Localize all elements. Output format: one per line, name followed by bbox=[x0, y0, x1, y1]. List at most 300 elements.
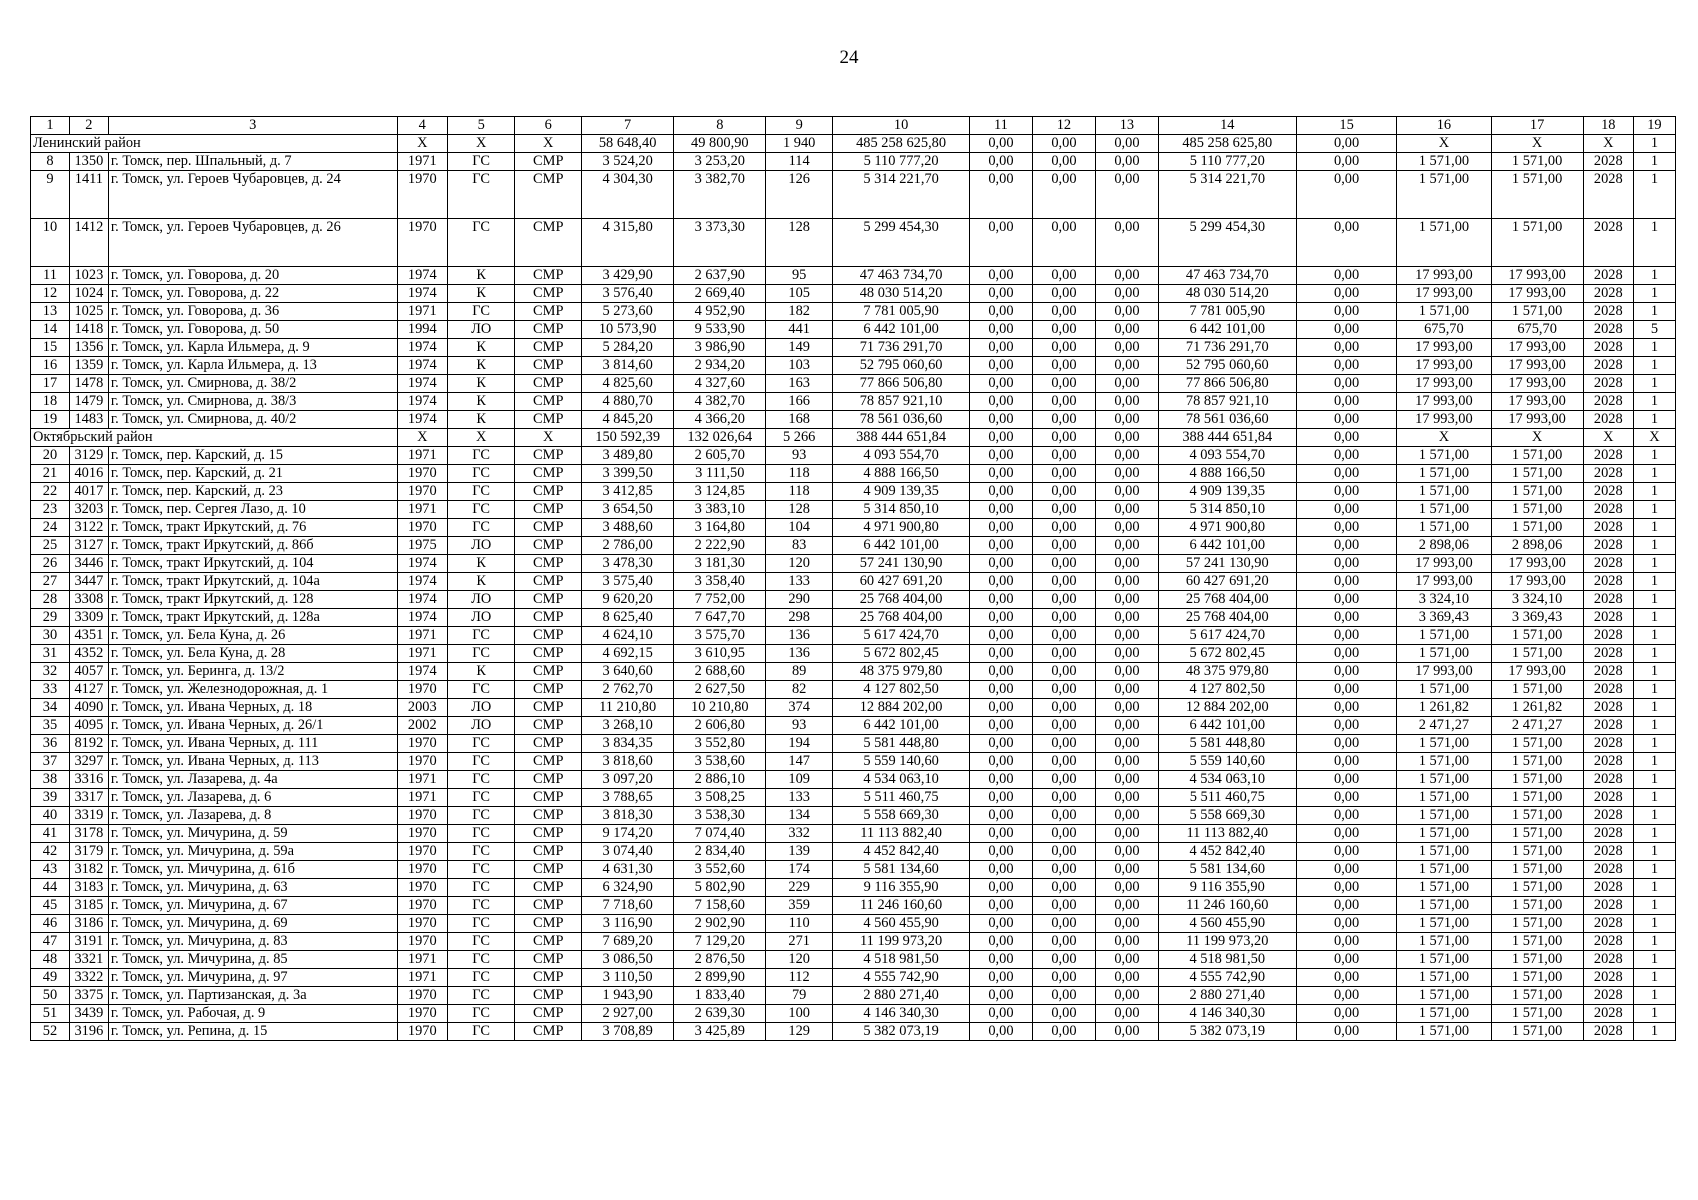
table-cell: 5 284,20 bbox=[582, 339, 674, 357]
table-cell: 1 571,00 bbox=[1491, 303, 1583, 321]
table-cell: 9 620,20 bbox=[582, 591, 674, 609]
table-cell: 2 762,70 bbox=[582, 681, 674, 699]
table-cell: 3 181,30 bbox=[674, 555, 766, 573]
table-cell: 17 993,00 bbox=[1491, 411, 1583, 429]
table-cell: 0,00 bbox=[1032, 969, 1096, 987]
address-cell: г. Томск, ул. Ивана Черных, д. 26/1 bbox=[108, 717, 397, 735]
table-cell: СМР bbox=[515, 483, 582, 501]
table-cell: 3 369,43 bbox=[1491, 609, 1583, 627]
table-cell: 3316 bbox=[69, 771, 108, 789]
column-number: 2 bbox=[69, 117, 108, 135]
district-total-cell: X bbox=[447, 135, 515, 153]
table-cell: 1 bbox=[1633, 267, 1675, 285]
table-cell: 5 581 134,60 bbox=[832, 861, 969, 879]
table-cell: 2028 bbox=[1583, 171, 1633, 219]
table-cell: 78 857 921,10 bbox=[1158, 393, 1296, 411]
district-total-cell: X bbox=[1491, 429, 1583, 447]
table-cell: ГС bbox=[447, 897, 515, 915]
table-cell: 0,00 bbox=[970, 573, 1032, 591]
table-cell: 47 bbox=[31, 933, 70, 951]
table-cell: 1 571,00 bbox=[1397, 645, 1491, 663]
table-cell: 1974 bbox=[397, 609, 447, 627]
table-cell: 3 610,95 bbox=[674, 645, 766, 663]
table-cell: 0,00 bbox=[1032, 627, 1096, 645]
table-cell: 118 bbox=[766, 483, 833, 501]
district-total-cell: 388 444 651,84 bbox=[832, 429, 969, 447]
table-cell: СМР bbox=[515, 519, 582, 537]
table-cell: 0,00 bbox=[970, 753, 1032, 771]
district-total-cell: X bbox=[1583, 429, 1633, 447]
table-cell: 1 571,00 bbox=[1491, 879, 1583, 897]
table-cell: 3 478,30 bbox=[582, 555, 674, 573]
table-cell: 1 571,00 bbox=[1491, 1005, 1583, 1023]
table-cell: 1 bbox=[1633, 411, 1675, 429]
table-cell: СМР bbox=[515, 573, 582, 591]
district-total-cell: X bbox=[397, 429, 447, 447]
table-cell: 0,00 bbox=[970, 1023, 1032, 1041]
table-cell: СМР bbox=[515, 933, 582, 951]
district-total-cell: X bbox=[515, 429, 582, 447]
table-cell: СМР bbox=[515, 375, 582, 393]
table-cell: 1 571,00 bbox=[1397, 987, 1491, 1005]
table-cell: 0,00 bbox=[1096, 843, 1158, 861]
table-cell: 3 429,90 bbox=[582, 267, 674, 285]
table-cell: 3 358,40 bbox=[674, 573, 766, 591]
table-cell: 12 bbox=[31, 285, 70, 303]
table-cell: 0,00 bbox=[1296, 879, 1396, 897]
table-cell: 1 bbox=[1633, 807, 1675, 825]
table-cell: 139 bbox=[766, 843, 833, 861]
table-cell: 3183 bbox=[69, 879, 108, 897]
table-cell: 0,00 bbox=[1296, 717, 1396, 735]
address-cell: г. Томск, ул. Карла Ильмера, д. 13 bbox=[108, 357, 397, 375]
column-number: 8 bbox=[674, 117, 766, 135]
table-cell: СМР bbox=[515, 465, 582, 483]
table-cell: 43 bbox=[31, 861, 70, 879]
table-cell: 2028 bbox=[1583, 267, 1633, 285]
table-cell: 0,00 bbox=[970, 609, 1032, 627]
table-cell: 5 558 669,30 bbox=[832, 807, 969, 825]
table-cell: 17 993,00 bbox=[1397, 357, 1491, 375]
table-cell: 1 571,00 bbox=[1397, 861, 1491, 879]
table-cell: 0,00 bbox=[1032, 375, 1096, 393]
table-cell: 6 442 101,00 bbox=[832, 321, 969, 339]
table-cell: 4090 bbox=[69, 699, 108, 717]
table-cell: 3 097,20 bbox=[582, 771, 674, 789]
table-cell: 0,00 bbox=[970, 825, 1032, 843]
table-row bbox=[31, 735, 1676, 753]
table-cell: СМР bbox=[515, 861, 582, 879]
address-cell: г. Томск, ул. Мичурина, д. 97 bbox=[108, 969, 397, 987]
table-cell: 3178 bbox=[69, 825, 108, 843]
table-cell: СМР bbox=[515, 501, 582, 519]
table-cell: СМР bbox=[515, 789, 582, 807]
address-cell: г. Томск, ул. Лазарева, д. 4а bbox=[108, 771, 397, 789]
district-total-cell: 485 258 625,80 bbox=[1158, 135, 1296, 153]
table-cell: 17 993,00 bbox=[1397, 555, 1491, 573]
table-cell: 37 bbox=[31, 753, 70, 771]
table-cell: 36 bbox=[31, 735, 70, 753]
address-cell: г. Томск, ул. Бела Куна, д. 28 bbox=[108, 645, 397, 663]
table-cell: 3 575,40 bbox=[582, 573, 674, 591]
table-cell: 2028 bbox=[1583, 1023, 1633, 1041]
table-cell: 1 571,00 bbox=[1491, 1023, 1583, 1041]
table-cell: 0,00 bbox=[1096, 375, 1158, 393]
district-name: Ленинский район bbox=[31, 135, 398, 153]
column-number: 10 bbox=[832, 117, 969, 135]
table-cell: 11 bbox=[31, 267, 70, 285]
district-total-cell: X bbox=[1491, 135, 1583, 153]
table-row bbox=[31, 1005, 1676, 1023]
table-cell: 26 bbox=[31, 555, 70, 573]
table-cell: 118 bbox=[766, 465, 833, 483]
table-cell: 5 559 140,60 bbox=[832, 753, 969, 771]
table-cell: 1 571,00 bbox=[1397, 501, 1491, 519]
table-cell: СМР bbox=[515, 663, 582, 681]
table-cell: 0,00 bbox=[1032, 735, 1096, 753]
table-cell: СМР bbox=[515, 645, 582, 663]
table-cell: 42 bbox=[31, 843, 70, 861]
table-cell: 2028 bbox=[1583, 717, 1633, 735]
table-cell: 2 876,50 bbox=[674, 951, 766, 969]
table-cell: СМР bbox=[515, 393, 582, 411]
address-cell: г. Томск, ул. Мичурина, д. 85 bbox=[108, 951, 397, 969]
table-row bbox=[31, 897, 1676, 915]
table-cell: ГС bbox=[447, 987, 515, 1005]
table-cell: 133 bbox=[766, 573, 833, 591]
table-cell: 0,00 bbox=[1032, 897, 1096, 915]
table-cell: 0,00 bbox=[1032, 915, 1096, 933]
table-cell: 1 571,00 bbox=[1397, 465, 1491, 483]
table-cell: СМР bbox=[515, 153, 582, 171]
table-cell: 5 617 424,70 bbox=[832, 627, 969, 645]
table-cell: 8 bbox=[31, 153, 70, 171]
table-cell: СМР bbox=[515, 969, 582, 987]
table-cell: 0,00 bbox=[970, 339, 1032, 357]
table-cell: 93 bbox=[766, 447, 833, 465]
table-cell: 17 993,00 bbox=[1491, 285, 1583, 303]
address-cell: г. Томск, тракт Иркутский, д. 128 bbox=[108, 591, 397, 609]
table-cell: 1974 bbox=[397, 375, 447, 393]
table-cell: 7 781 005,90 bbox=[1158, 303, 1296, 321]
table-cell: 6 442 101,00 bbox=[1158, 321, 1296, 339]
table-cell: 5 672 802,45 bbox=[1158, 645, 1296, 663]
table-cell: 0,00 bbox=[1096, 897, 1158, 915]
table-cell: 1 571,00 bbox=[1491, 825, 1583, 843]
table-cell: 4 366,20 bbox=[674, 411, 766, 429]
table-cell: 2028 bbox=[1583, 153, 1633, 171]
table-cell: 109 bbox=[766, 771, 833, 789]
table-cell: 5 558 669,30 bbox=[1158, 807, 1296, 825]
table-cell: 2028 bbox=[1583, 573, 1633, 591]
table-cell: 0,00 bbox=[1096, 933, 1158, 951]
district-total-cell: 0,00 bbox=[1032, 429, 1096, 447]
table-cell: 675,70 bbox=[1397, 321, 1491, 339]
table-cell: 2028 bbox=[1583, 609, 1633, 627]
table-cell: 0,00 bbox=[970, 951, 1032, 969]
table-cell: 1 571,00 bbox=[1491, 951, 1583, 969]
table-cell: ЛО bbox=[447, 717, 515, 735]
table-cell: 0,00 bbox=[970, 771, 1032, 789]
table-cell: 10 210,80 bbox=[674, 699, 766, 717]
table-cell: 4 845,20 bbox=[582, 411, 674, 429]
table-cell: 24 bbox=[31, 519, 70, 537]
table-row bbox=[31, 879, 1676, 897]
table-cell: 3185 bbox=[69, 897, 108, 915]
table-cell: 1971 bbox=[397, 447, 447, 465]
table-cell: 7 752,00 bbox=[674, 591, 766, 609]
table-cell: 0,00 bbox=[1096, 753, 1158, 771]
table-cell: 0,00 bbox=[970, 897, 1032, 915]
table-cell: 5 299 454,30 bbox=[1158, 219, 1296, 267]
table-cell: 3 074,40 bbox=[582, 843, 674, 861]
table-cell: 0,00 bbox=[1096, 1005, 1158, 1023]
table-row bbox=[31, 591, 1676, 609]
table-cell: 46 bbox=[31, 915, 70, 933]
table-cell: ЛО bbox=[447, 609, 515, 627]
table-cell: 3 124,85 bbox=[674, 483, 766, 501]
table-cell: 18 bbox=[31, 393, 70, 411]
table-cell: 1 571,00 bbox=[1397, 897, 1491, 915]
table-cell: 0,00 bbox=[1032, 501, 1096, 519]
table-cell: СМР bbox=[515, 357, 582, 375]
table-cell: ГС bbox=[447, 789, 515, 807]
table-cell: 166 bbox=[766, 393, 833, 411]
table-cell: 1970 bbox=[397, 1023, 447, 1041]
table-cell: 163 bbox=[766, 375, 833, 393]
table-cell: СМР bbox=[515, 753, 582, 771]
table-row bbox=[31, 825, 1676, 843]
table-cell: 1971 bbox=[397, 771, 447, 789]
table-cell: 5 581 448,80 bbox=[832, 735, 969, 753]
table-cell: 2028 bbox=[1583, 681, 1633, 699]
address-cell: г. Томск, ул. Ивана Черных, д. 113 bbox=[108, 753, 397, 771]
table-cell: 4 631,30 bbox=[582, 861, 674, 879]
table-cell: 0,00 bbox=[1096, 267, 1158, 285]
table-cell: 0,00 bbox=[1296, 555, 1396, 573]
table-cell: 1 bbox=[1633, 771, 1675, 789]
table-cell: 1 bbox=[1633, 171, 1675, 219]
table-cell: 25 bbox=[31, 537, 70, 555]
table-cell: 44 bbox=[31, 879, 70, 897]
table-cell: 2028 bbox=[1583, 555, 1633, 573]
address-cell: г. Томск, ул. Рабочая, д. 9 bbox=[108, 1005, 397, 1023]
table-cell: СМР bbox=[515, 171, 582, 219]
table-cell: 1 571,00 bbox=[1491, 807, 1583, 825]
table-cell: 0,00 bbox=[1032, 465, 1096, 483]
table-cell: 0,00 bbox=[1096, 591, 1158, 609]
table-cell: 83 bbox=[766, 537, 833, 555]
address-cell: г. Томск, ул. Мичурина, д. 59а bbox=[108, 843, 397, 861]
table-cell: 93 bbox=[766, 717, 833, 735]
table-cell: 1970 bbox=[397, 825, 447, 843]
table-cell: 1 571,00 bbox=[1397, 153, 1491, 171]
table-cell: 2028 bbox=[1583, 465, 1633, 483]
table-cell: 4017 bbox=[69, 483, 108, 501]
table-cell: 4 534 063,10 bbox=[1158, 771, 1296, 789]
table-cell: 3308 bbox=[69, 591, 108, 609]
table-cell: 1 571,00 bbox=[1397, 879, 1491, 897]
table-cell: 8192 bbox=[69, 735, 108, 753]
table-cell: 1 bbox=[1633, 537, 1675, 555]
column-number: 15 bbox=[1296, 117, 1396, 135]
table-cell: 17 993,00 bbox=[1491, 357, 1583, 375]
table-cell: 3 253,20 bbox=[674, 153, 766, 171]
table-cell: 1412 bbox=[69, 219, 108, 267]
table-cell: 0,00 bbox=[1032, 825, 1096, 843]
address-cell: г. Томск, тракт Иркутский, д. 76 bbox=[108, 519, 397, 537]
table-cell: 32 bbox=[31, 663, 70, 681]
table-cell: 1 bbox=[1633, 717, 1675, 735]
table-cell: 7 781 005,90 bbox=[832, 303, 969, 321]
table-cell: 9 bbox=[31, 171, 70, 219]
table-cell: СМР bbox=[515, 951, 582, 969]
table-cell: 0,00 bbox=[970, 303, 1032, 321]
table-cell: 1 bbox=[1633, 789, 1675, 807]
table-cell: 0,00 bbox=[1032, 879, 1096, 897]
table-cell: 3 708,89 bbox=[582, 1023, 674, 1041]
column-number: 19 bbox=[1633, 117, 1675, 135]
table-cell: 5 382 073,19 bbox=[832, 1023, 969, 1041]
table-cell: 2028 bbox=[1583, 663, 1633, 681]
table-cell: 4 555 742,90 bbox=[1158, 969, 1296, 987]
column-number: 16 bbox=[1397, 117, 1491, 135]
table-cell: 7 074,40 bbox=[674, 825, 766, 843]
table-cell: 120 bbox=[766, 555, 833, 573]
table-cell: 3309 bbox=[69, 609, 108, 627]
address-cell: г. Томск, ул. Говорова, д. 20 bbox=[108, 267, 397, 285]
table-row bbox=[31, 171, 1676, 219]
table-cell: 0,00 bbox=[1032, 609, 1096, 627]
table-cell: 71 736 291,70 bbox=[1158, 339, 1296, 357]
column-number: 1 bbox=[31, 117, 70, 135]
table-cell: 0,00 bbox=[1296, 735, 1396, 753]
table-cell: ГС bbox=[447, 219, 515, 267]
table-cell: 1 943,90 bbox=[582, 987, 674, 1005]
table-cell: 332 bbox=[766, 825, 833, 843]
table-cell: СМР bbox=[515, 627, 582, 645]
table-cell: 2 471,27 bbox=[1397, 717, 1491, 735]
table-cell: К bbox=[447, 339, 515, 357]
table-cell: 0,00 bbox=[970, 411, 1032, 429]
address-cell: г. Томск, тракт Иркутский, д. 104а bbox=[108, 573, 397, 591]
table-cell: 0,00 bbox=[1096, 825, 1158, 843]
table-cell: 78 561 036,60 bbox=[1158, 411, 1296, 429]
district-total-cell: X bbox=[1583, 135, 1633, 153]
table-row bbox=[31, 519, 1676, 537]
table-cell: 0,00 bbox=[970, 285, 1032, 303]
table-cell: 1 bbox=[1633, 465, 1675, 483]
table-cell: СМР bbox=[515, 267, 582, 285]
table-cell: 1483 bbox=[69, 411, 108, 429]
table-cell: 4 825,60 bbox=[582, 375, 674, 393]
table-cell: 1 571,00 bbox=[1397, 771, 1491, 789]
table-cell: 4 624,10 bbox=[582, 627, 674, 645]
table-cell: 3 489,80 bbox=[582, 447, 674, 465]
table-cell: 2 222,90 bbox=[674, 537, 766, 555]
table-cell: 1 571,00 bbox=[1397, 951, 1491, 969]
table-cell: 3 373,30 bbox=[674, 219, 766, 267]
table-cell: ЛО bbox=[447, 591, 515, 609]
table-cell: 0,00 bbox=[970, 153, 1032, 171]
table-cell: К bbox=[447, 393, 515, 411]
table-cell: 4 692,15 bbox=[582, 645, 674, 663]
table-cell: 48 375 979,80 bbox=[832, 663, 969, 681]
table-cell: 1 bbox=[1633, 933, 1675, 951]
table-cell: 1974 bbox=[397, 339, 447, 357]
table-cell: 48 030 514,20 bbox=[832, 285, 969, 303]
table-cell: 1 571,00 bbox=[1397, 219, 1491, 267]
table-cell: 128 bbox=[766, 219, 833, 267]
table-cell: СМР bbox=[515, 321, 582, 339]
district-total-cell: 0,00 bbox=[1096, 429, 1158, 447]
table-cell: 5 110 777,20 bbox=[1158, 153, 1296, 171]
table-cell: 3 425,89 bbox=[674, 1023, 766, 1041]
table-cell: ГС bbox=[447, 447, 515, 465]
table-row bbox=[31, 951, 1676, 969]
table-cell: ГС bbox=[447, 879, 515, 897]
table-cell: 2028 bbox=[1583, 627, 1633, 645]
table-cell: 1023 bbox=[69, 267, 108, 285]
table-cell: 194 bbox=[766, 735, 833, 753]
table-cell: 3447 bbox=[69, 573, 108, 591]
table-cell: ЛО bbox=[447, 537, 515, 555]
table-cell: 0,00 bbox=[1296, 933, 1396, 951]
table-cell: 0,00 bbox=[1296, 537, 1396, 555]
table-cell: 4 452 842,40 bbox=[1158, 843, 1296, 861]
table-cell: 3446 bbox=[69, 555, 108, 573]
column-number: 14 bbox=[1158, 117, 1296, 135]
table-cell: 0,00 bbox=[1032, 321, 1096, 339]
table-cell: 147 bbox=[766, 753, 833, 771]
table-cell: 17 993,00 bbox=[1491, 573, 1583, 591]
table-cell: 17 993,00 bbox=[1397, 573, 1491, 591]
table-cell: 1 571,00 bbox=[1491, 771, 1583, 789]
table-cell: 2 886,10 bbox=[674, 771, 766, 789]
table-cell: 1970 bbox=[397, 735, 447, 753]
column-number: 17 bbox=[1491, 117, 1583, 135]
table-cell: 3 110,50 bbox=[582, 969, 674, 987]
table-cell: 0,00 bbox=[1032, 1005, 1096, 1023]
table-cell: 0,00 bbox=[1296, 375, 1396, 393]
column-number: 18 bbox=[1583, 117, 1633, 135]
table-row bbox=[31, 969, 1676, 987]
table-cell: 4 382,70 bbox=[674, 393, 766, 411]
table-cell: 0,00 bbox=[1032, 411, 1096, 429]
table-row bbox=[31, 465, 1676, 483]
table-cell: 0,00 bbox=[1096, 537, 1158, 555]
table-cell: 2028 bbox=[1583, 789, 1633, 807]
table-cell: 2028 bbox=[1583, 933, 1633, 951]
table-cell: 2028 bbox=[1583, 339, 1633, 357]
table-cell: 39 bbox=[31, 789, 70, 807]
table-cell: 1025 bbox=[69, 303, 108, 321]
table-cell: 23 bbox=[31, 501, 70, 519]
table-cell: 9 174,20 bbox=[582, 825, 674, 843]
table-cell: 2028 bbox=[1583, 807, 1633, 825]
table-cell: 1970 bbox=[397, 843, 447, 861]
table-cell: ГС bbox=[447, 171, 515, 219]
table-cell: 0,00 bbox=[1096, 879, 1158, 897]
table-cell: 1970 bbox=[397, 465, 447, 483]
table-cell: 41 bbox=[31, 825, 70, 843]
table-cell: 2028 bbox=[1583, 285, 1633, 303]
table-cell: 2028 bbox=[1583, 987, 1633, 1005]
table-cell: 1 bbox=[1633, 969, 1675, 987]
table-cell: 0,00 bbox=[1096, 555, 1158, 573]
table-cell: СМР bbox=[515, 285, 582, 303]
table-cell: 1970 bbox=[397, 681, 447, 699]
